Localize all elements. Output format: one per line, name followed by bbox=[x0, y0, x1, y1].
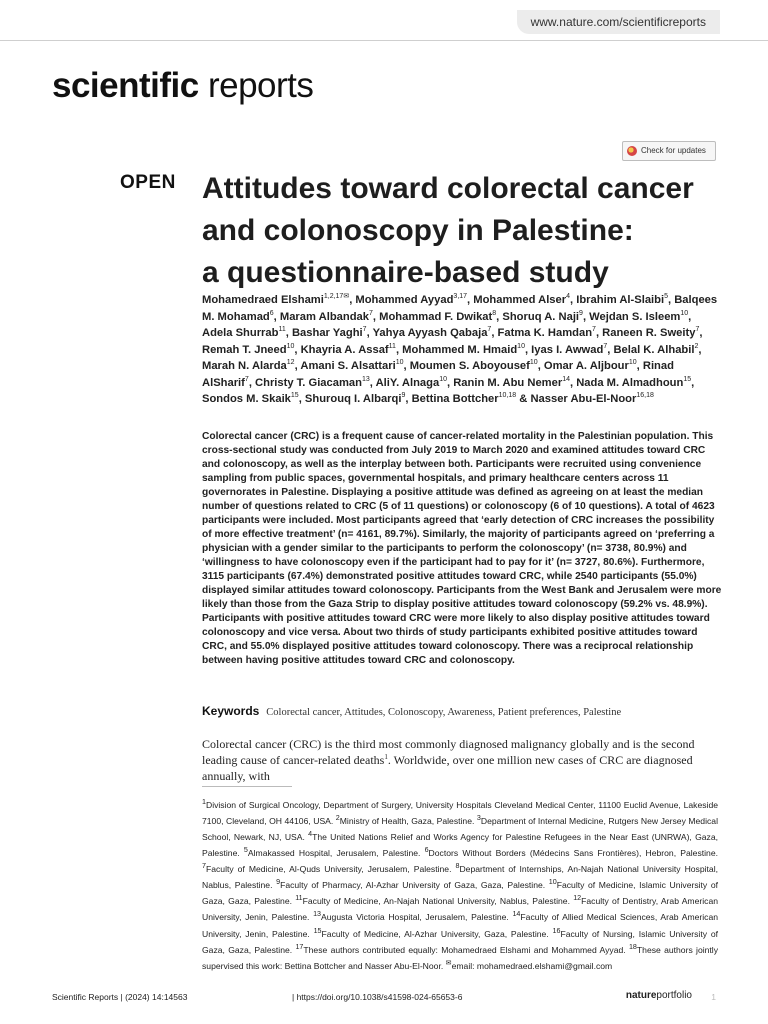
title-line: Attitudes toward colorectal cancer bbox=[202, 172, 694, 205]
nature-portfolio-logo bbox=[626, 990, 692, 1001]
keywords-list: Colorectal cancer, Attitudes, Colonoscopy, Awareness, Patient preferences, Palestine bbox=[266, 707, 622, 718]
keywords bbox=[202, 704, 722, 718]
keywords-label: Keywords bbox=[202, 704, 260, 718]
top-bar bbox=[0, 0, 768, 42]
journal-logo-light: reports bbox=[198, 66, 314, 105]
check-for-updates-label: Check for updates bbox=[641, 146, 706, 155]
top-rule bbox=[0, 40, 768, 41]
author-list: Mohamedraed Elshami$^{1,2,17✉}$, Mohammed Ayyad$^{3,17}$, Mohammed Alser$^4$, Ibrahim Al-Slaibi$^5$, Balqees M. Mohamad$^6$, Maram Albandak$^7$, Mohammad F. Dwikat$^8$, Shoruq A. Naji$^9$, Wejdan S. Isleem$^{10}$, Adela Shurrab$^{11}$, Bashar Yaghi$^7$, Yahya Ayyash Qabaja$^7$, Fatma K. Hamdan$^7$, Raneen R. Sweity$^7$, Remah T. Jneed$^{10}$, Khayria A. Assaf$^{11}$, Mohammed M. Hmaid$^{10}$, Iyas I. Awwad$^7$, Belal K. Alhabil$^2$, Marah N. Alarda$^{12}$, Amani S. Alsattari$^{10}$, Moumen S. Aboyousef$^{10}$, Omar A. Aljbour$^{10}$, Rinad AlSharif$^7$, Christy T. Giacaman$^{13}$, AliY. Alnaga$^{10}$, Ranin M. Abu Nemer$^{14}$, Nada M. Almadhoun$^{15}$, Sondos M. Skaik$^{15}$, Shurouq I. Albarqi$^9$, Bettina Bottcher$^{10,18}$ & Nasser Abu-El-Noor$^{16,18}$ bbox=[202, 293, 718, 405]
title-line: a questionnaire-based study bbox=[202, 256, 609, 289]
affiliations: $^1$Division of Surgical Oncology, Department of Surgery, University Hospitals Cleveland Medical Center, 11100 Euclid Avenue, Lakeside 7100, Cleveland, OH 44106, USA. $^2$Ministry of Health, Gaza, Palestine. $^3$Department of Internal Medicine, Rutgers New Jersey Medical School, Newark, NJ, USA. $^4$The United Nations Relief and Works Agency for Palestine Refugees in the Near East (UNRWA), Gaza, Palestine. $^5$Almakassed Hospital, Jerusalem, Palestine. $^6$Doctors Without Borders (Médecins Sans Frontières), Hebron, Palestine. $^7$Faculty of Medicine, Al-Quds University, Jerusalem, Palestine. $^8$Department of Internships, An-Najah National University Hospital, Nablus, Palestine. $^9$Faculty of Pharmacy, Al-Azhar University of Gaza, Gaza, Palestine. $^{10}$Faculty of Medicine, Islamic University of Gaza, Gaza, Palestine. $^{11}$Faculty of Medicine, An-Najah National University, Nablus, Palestine. $^{12}$Faculty of Dentistry, Arab American University, Jenin, Palestine. $^{13}$Augusta Victoria Hospital, Jerusalem, Palestine. $^{14}$Faculty of Allied Medical Sciences, Arab American University, Jenin, Palestine. $^{15}$Faculty of Medicine, Al-Azhar University, Gaza, Palestine. $^{16}$Faculty of Nursing, Islamic University of Gaza, Gaza, Palestine. $^{17}$These authors contributed equally: Mohamedraed Elshami and Mohammed Ayyad. $^{18}$These authors jointly supervised this work: Bettina Bottcher and Nasser Abu-El-Noor. ✉email: mohamedraed.elshami@gmail.com bbox=[202, 798, 719, 971]
journal-reference: Scientific Reports | (2024) 14:14563 bbox=[52, 992, 188, 1002]
page-footer bbox=[52, 990, 716, 1006]
doi-link[interactable]: | https://doi.org/10.1038/s41598-024-65653-6 bbox=[292, 992, 463, 1002]
affiliations-divider bbox=[202, 786, 292, 787]
journal-logo bbox=[52, 66, 313, 106]
journal-url[interactable]: www.nature.com/scientificreports bbox=[517, 10, 720, 34]
brand-light: portfolio bbox=[656, 990, 692, 1001]
crossmark-icon bbox=[627, 146, 637, 156]
page-number: 1 bbox=[711, 992, 716, 1002]
journal-logo-bold: scientific bbox=[52, 66, 199, 105]
open-access-label: OPEN bbox=[120, 172, 176, 193]
title-line: and colonoscopy in Palestine: bbox=[202, 214, 634, 247]
article-title bbox=[202, 168, 722, 294]
brand-bold: nature bbox=[625, 990, 657, 1001]
introduction-text: Colorectal cancer (CRC) is the third most commonly diagnosed malignancy globally and is the second leading cause of cancer-related deaths$^1$. Worldwide, over one million new cases of CRC are diagnosed annually, with bbox=[202, 737, 695, 783]
check-for-updates-button[interactable] bbox=[622, 141, 716, 161]
abstract: Colorectal cancer (CRC) is a frequent cause of cancer-related mortality in the Palestinian population. This cross-sectional study was conducted from July 2019 to March 2020 and examined attitudes toward CRC and colonoscopy, as well as the interplay between both. Participants were recruited using convenience sampling from public spaces, governmental hospitals, and primary healthcare centers across 11 governorates in Palestine. Displaying a positive attitude was defined as agreeing on at least the median number of questions related to CRC (5 of 11 questions) or colonoscopy (6 of 10 questions). A total of 4623 participants were included. Most participants agreed that ‘early detection of CRC increases the possibility of more effective treatment’ (n= 4161, 89.7%). Similarly, the majority of participants agreed on ‘preferring a physician with a gender similar to the participants to perform the colonoscopy’ (n= 3738, 80.9%) and ‘willingness to have colonoscopy even if the participant had to pay for it’ (n= 3727, 80.6%). Furthermore, 3115 participants (67.4%) demonstrated positive attitudes toward CRC, while 2540 participants (55.0%) displayed similar attitudes toward colonoscopy. Participants from the West Bank and Jerusalem were more likely than those from the Gaza Strip to display positive attitudes toward colonoscopy (59.2% vs. 48.9%). Participants with positive attitudes toward CRC were more likely to also display positive attitudes toward colonoscopy and vice versa. About two thirds of study participants exhibited positive attitudes toward CRC, and 55.0% displayed positive attitudes toward colonoscopy. There was a reciprocal relationship between having positive attitudes toward CRC and colonoscopy. bbox=[202, 431, 722, 666]
